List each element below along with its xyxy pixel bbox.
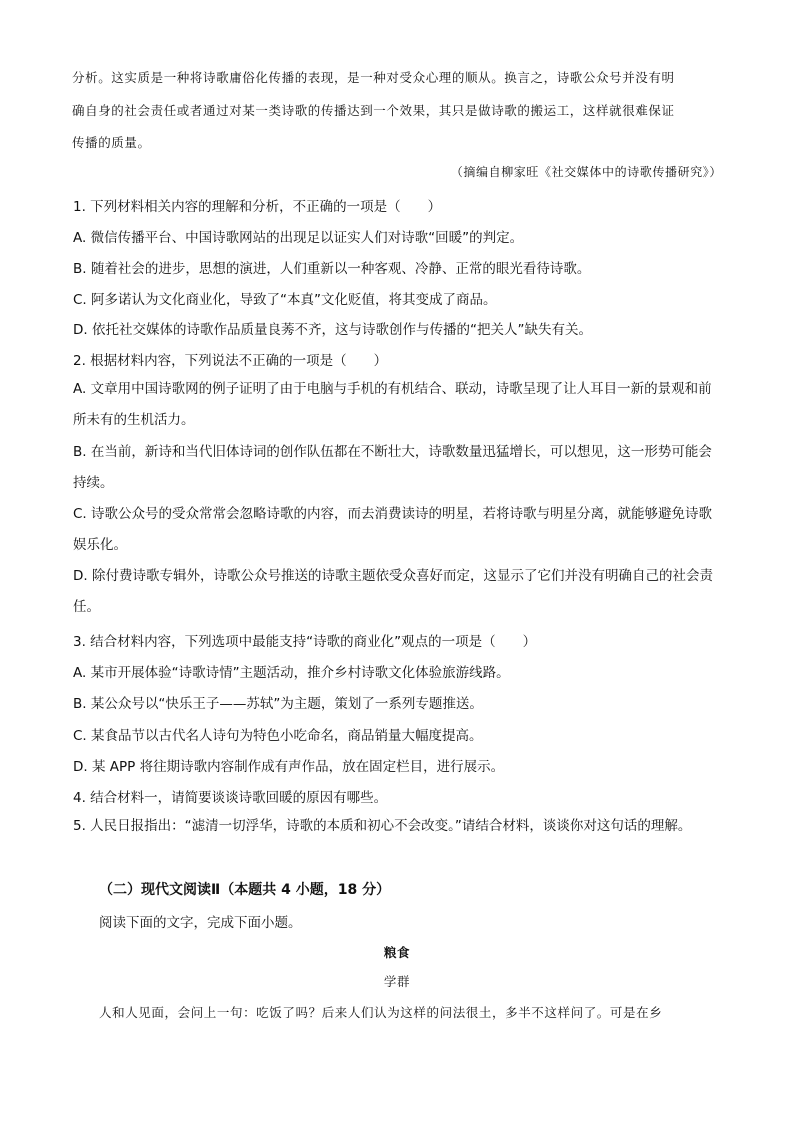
- passage-line-1: 分析。这实质是一种将诗歌庸俗化传播的表现，是一种对受众心理的顺从。换言之，诗歌公众号并没有明: [72, 70, 675, 85]
- question-3-option-d: D. 某 APP 将往期诗歌内容制作成有声作品，放在固定栏目，进行展示。: [73, 759, 505, 775]
- story-author: 学群: [383, 974, 411, 989]
- story-title: 粮食: [383, 945, 411, 960]
- question-3-option-a: A. 某市开展体验“诗歌诗情”主题活动，推介乡村诗歌文化体验旅游线路。: [73, 665, 510, 681]
- passage-line-3: 传播的质量。: [72, 135, 151, 150]
- question-1-option-b: B. 随着社会的进步，思想的演进，人们重新以一种客观、冷静、正常的眼光看待诗歌。: [73, 261, 591, 277]
- question-4: 4. 结合材料一，请简要谈谈诗歌回暖的原因有哪些。: [73, 790, 388, 806]
- question-5: 5. 人民日报指出：“滤清一切浮华，诗歌的本质和初心不会改变。”请结合材料，谈谈你对这句话的理解。: [73, 818, 692, 834]
- question-3-stem: 3. 结合材料内容，下列选项中最能支持“诗歌的商业化”观点的一项是（ ）: [73, 634, 537, 650]
- section-instruction: 阅读下面的文字，完成下面小题。: [99, 915, 302, 931]
- question-2-option-c: C. 诗歌公众号的受众常常会忽略诗歌的内容，而去消费读诗的明星，若将诗歌与明星分离，就能够避免诗歌娱乐化。: [73, 506, 713, 553]
- question-2-option-a: A. 文章用中国诗歌网的例子证明了由于电脑与手机的有机结合、联动，诗歌呈现了让人耳目一新的景观和前所未有的生机活力。: [73, 381, 712, 428]
- passage-line-2: 确自身的社会责任或者通过对某一类诗歌的传播达到一个效果，其只是做诗歌的搬运工，这样就很难保证: [72, 103, 675, 118]
- question-1-option-c: C. 阿多诺认为文化商业化，导致了“本真”文化贬值，将其变成了商品。: [73, 292, 497, 308]
- question-1-option-a: A. 微信传播平台、中国诗歌网站的出现足以证实人们对诗歌“回暖”的判定。: [73, 230, 524, 246]
- section-heading: （二）现代文阅读Ⅱ（本题共 4 小题，18 分）: [99, 882, 391, 898]
- question-2-stem: 2. 根据材料内容，下列说法不正确的一项是（ ）: [73, 353, 388, 369]
- question-3-option-b: B. 某公众号以“快乐王子——苏轼”为主题，策划了一系列专题推送。: [73, 696, 483, 712]
- question-2-option-b: B. 在当前，新诗和当代旧体诗词的创作队伍都在不断壮大，诗歌数量迅猛增长，可以想见，这一形势可能会持续。: [73, 444, 712, 491]
- story-first-line: 人和人见面，会问上一句：吃饭了吗？后来人们认为这样的问法很土，多半不这样问了。可是在乡: [99, 1005, 663, 1020]
- question-2-option-d: D. 除付费诗歌专辑外，诗歌公众号推送的诗歌主题依受众喜好而定，这显示了它们并没有明确自己的社会责任。: [73, 568, 713, 615]
- question-1-option-d: D. 依托社交媒体的诗歌作品质量良莠不齐，这与诗歌创作与传播的“把关人”缺失有关。: [73, 322, 592, 338]
- source-citation: （摘编自柳家旺《社交媒体中的诗歌传播研究》）: [450, 165, 722, 179]
- question-3-option-c: C. 某食品节以古代名人诗句为特色小吃命名，商品销量大幅度提高。: [73, 728, 483, 744]
- question-1-stem: 1. 下列材料相关内容的理解和分析，不正确的一项是（ ）: [73, 199, 442, 215]
